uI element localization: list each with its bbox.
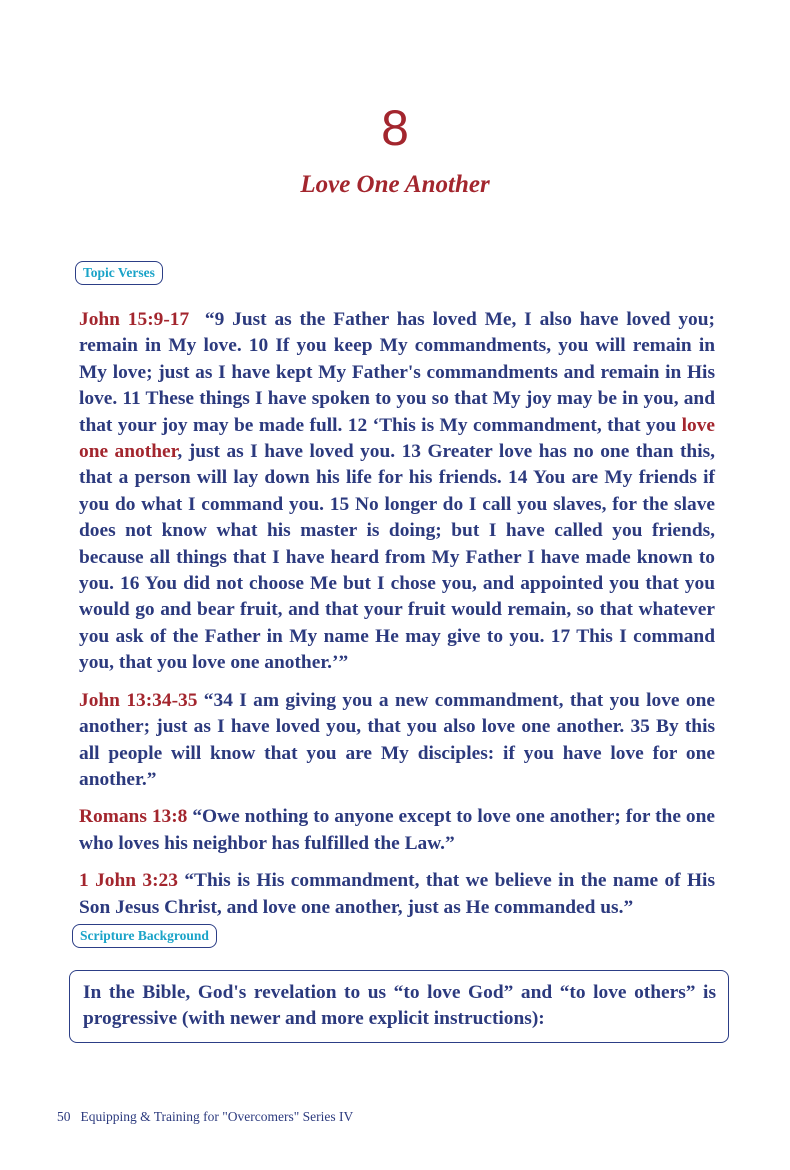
verse-text: “9 Just as the Father has loved Me, I also have loved you; remain in My love. 10 If you keep My commandments, you will remain in My love; just as I have kept My Father's commandments and remain in His love. 11 These things I have spoken to you so that My joy may be in you, and that your joy may be made full. 12 ‘This is My commandment, that you xyxy=(79,309,715,436)
verse-reference: 1 John 3:23 xyxy=(79,870,178,892)
verse-text: , just as I have loved you. 13 Greater love has no one than this, that a person will lay down his life for his friends. 14 You are My friends if you do what I command you. 15 No longer do I call you slaves, for the slave does not know what his master is doing; but I have called you friends, because all things that I have heard from My Father I have made known to you. 16 You did not choose Me but I chose you, and appointed you that you would go and bear fruit, and that your fruit would remain, so that whatever you ask of the Father in My name He may give to you. 17 This I command you, that you love one another.’” xyxy=(79,441,715,674)
verse-block xyxy=(79,307,715,677)
verse-text: “This is His commandment, that we believe in the name of His Son Jesus Christ, and love one another, just as He commanded us.” xyxy=(79,870,715,918)
topic-verses-label: Topic Verses xyxy=(75,261,163,285)
background-box xyxy=(69,970,729,1043)
verse-text: “Owe nothing to anyone except to love one another; for the one who loves his neighbor has fulfilled the Law.” xyxy=(79,806,715,854)
topic-verses xyxy=(79,307,715,932)
verse-reference: John 15:9-17 xyxy=(79,309,190,330)
verse-highlight: love one another xyxy=(79,414,715,463)
verse-block xyxy=(79,688,715,794)
page-footer xyxy=(57,1109,353,1125)
verse-reference: Romans 13:8 xyxy=(79,806,188,828)
verse-block xyxy=(79,868,715,921)
chapter-title: Love One Another xyxy=(300,171,490,198)
chapter-number: 8 xyxy=(381,100,409,156)
scripture-background-label: Scripture Background xyxy=(72,924,217,948)
verse-reference: John 13:34-35 xyxy=(79,689,198,711)
background-text: In the Bible, God's revelation to us “to love God” and “to love others” is progressive (with newer and more explicit instructions): xyxy=(83,982,716,1029)
series-title: Equipping & Training for "Overcomers" Series IV xyxy=(80,1109,354,1124)
verse-text: “34 I am giving you a new commandment, that you love one another; just as I have loved you, that you also love one another. 35 By this all people will know that you are My disciples: if you have love for one another.” xyxy=(79,689,715,790)
verse-block xyxy=(79,804,715,857)
page-number: 50 xyxy=(57,1109,71,1124)
